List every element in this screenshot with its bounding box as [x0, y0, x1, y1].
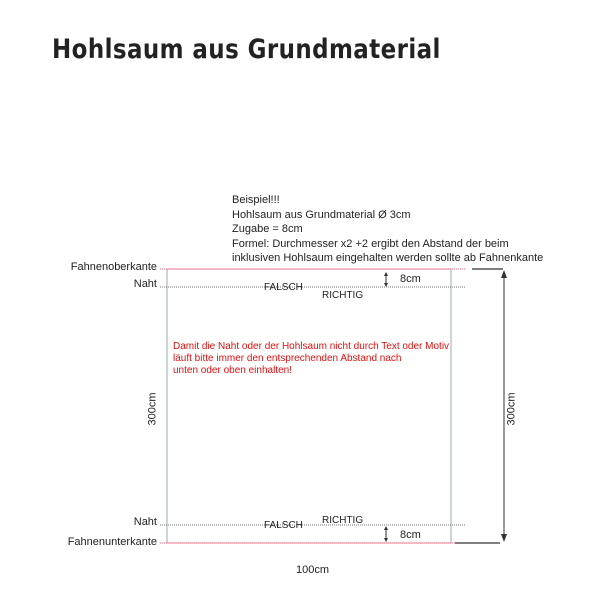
right-label-bottom: RICHTIG — [322, 515, 364, 526]
page-title: Hohlsaum aus Grundmaterial — [52, 34, 441, 65]
allowance-top: 8cm — [400, 273, 421, 285]
height-label-right: 300cm — [505, 392, 518, 426]
note-line: unten oder oben einhalten! — [173, 365, 292, 376]
example-line: Beispiel!!! — [232, 194, 280, 206]
bottom-seam-label: Naht — [133, 516, 157, 528]
width-label: 100cm — [296, 564, 330, 576]
wrong-label-bottom: FALSCH — [264, 520, 303, 531]
top-seam-label: Naht — [133, 278, 157, 290]
right-label-top: RICHTIG — [322, 290, 364, 301]
height-label-left: 300cm — [146, 392, 159, 426]
top-edge-label: Fahnenoberkante — [70, 261, 157, 273]
example-line: Zugabe = 8cm — [232, 223, 303, 235]
wrong-label-top: FALSCH — [264, 282, 303, 293]
note-line: läuft bitte immer den entsprechenden Abstand nach — [173, 353, 402, 364]
bottom-edge-label: Fahnenunterkante — [67, 536, 157, 548]
example-line: inklusiven Hohlsaum eingehalten werden sollte ab Fahnenkante — [232, 252, 544, 264]
note-line: Damit die Naht oder der Hohlsaum nicht durch Text oder Motiv — [173, 341, 450, 352]
example-line: Hohlsaum aus Grundmaterial Ø 3cm — [232, 209, 411, 221]
example-line: Formel: Durchmesser x2 +2 ergibt den Abstand der beim — [232, 238, 509, 250]
flag-outline — [167, 269, 451, 543]
allowance-bottom: 8cm — [400, 529, 421, 541]
